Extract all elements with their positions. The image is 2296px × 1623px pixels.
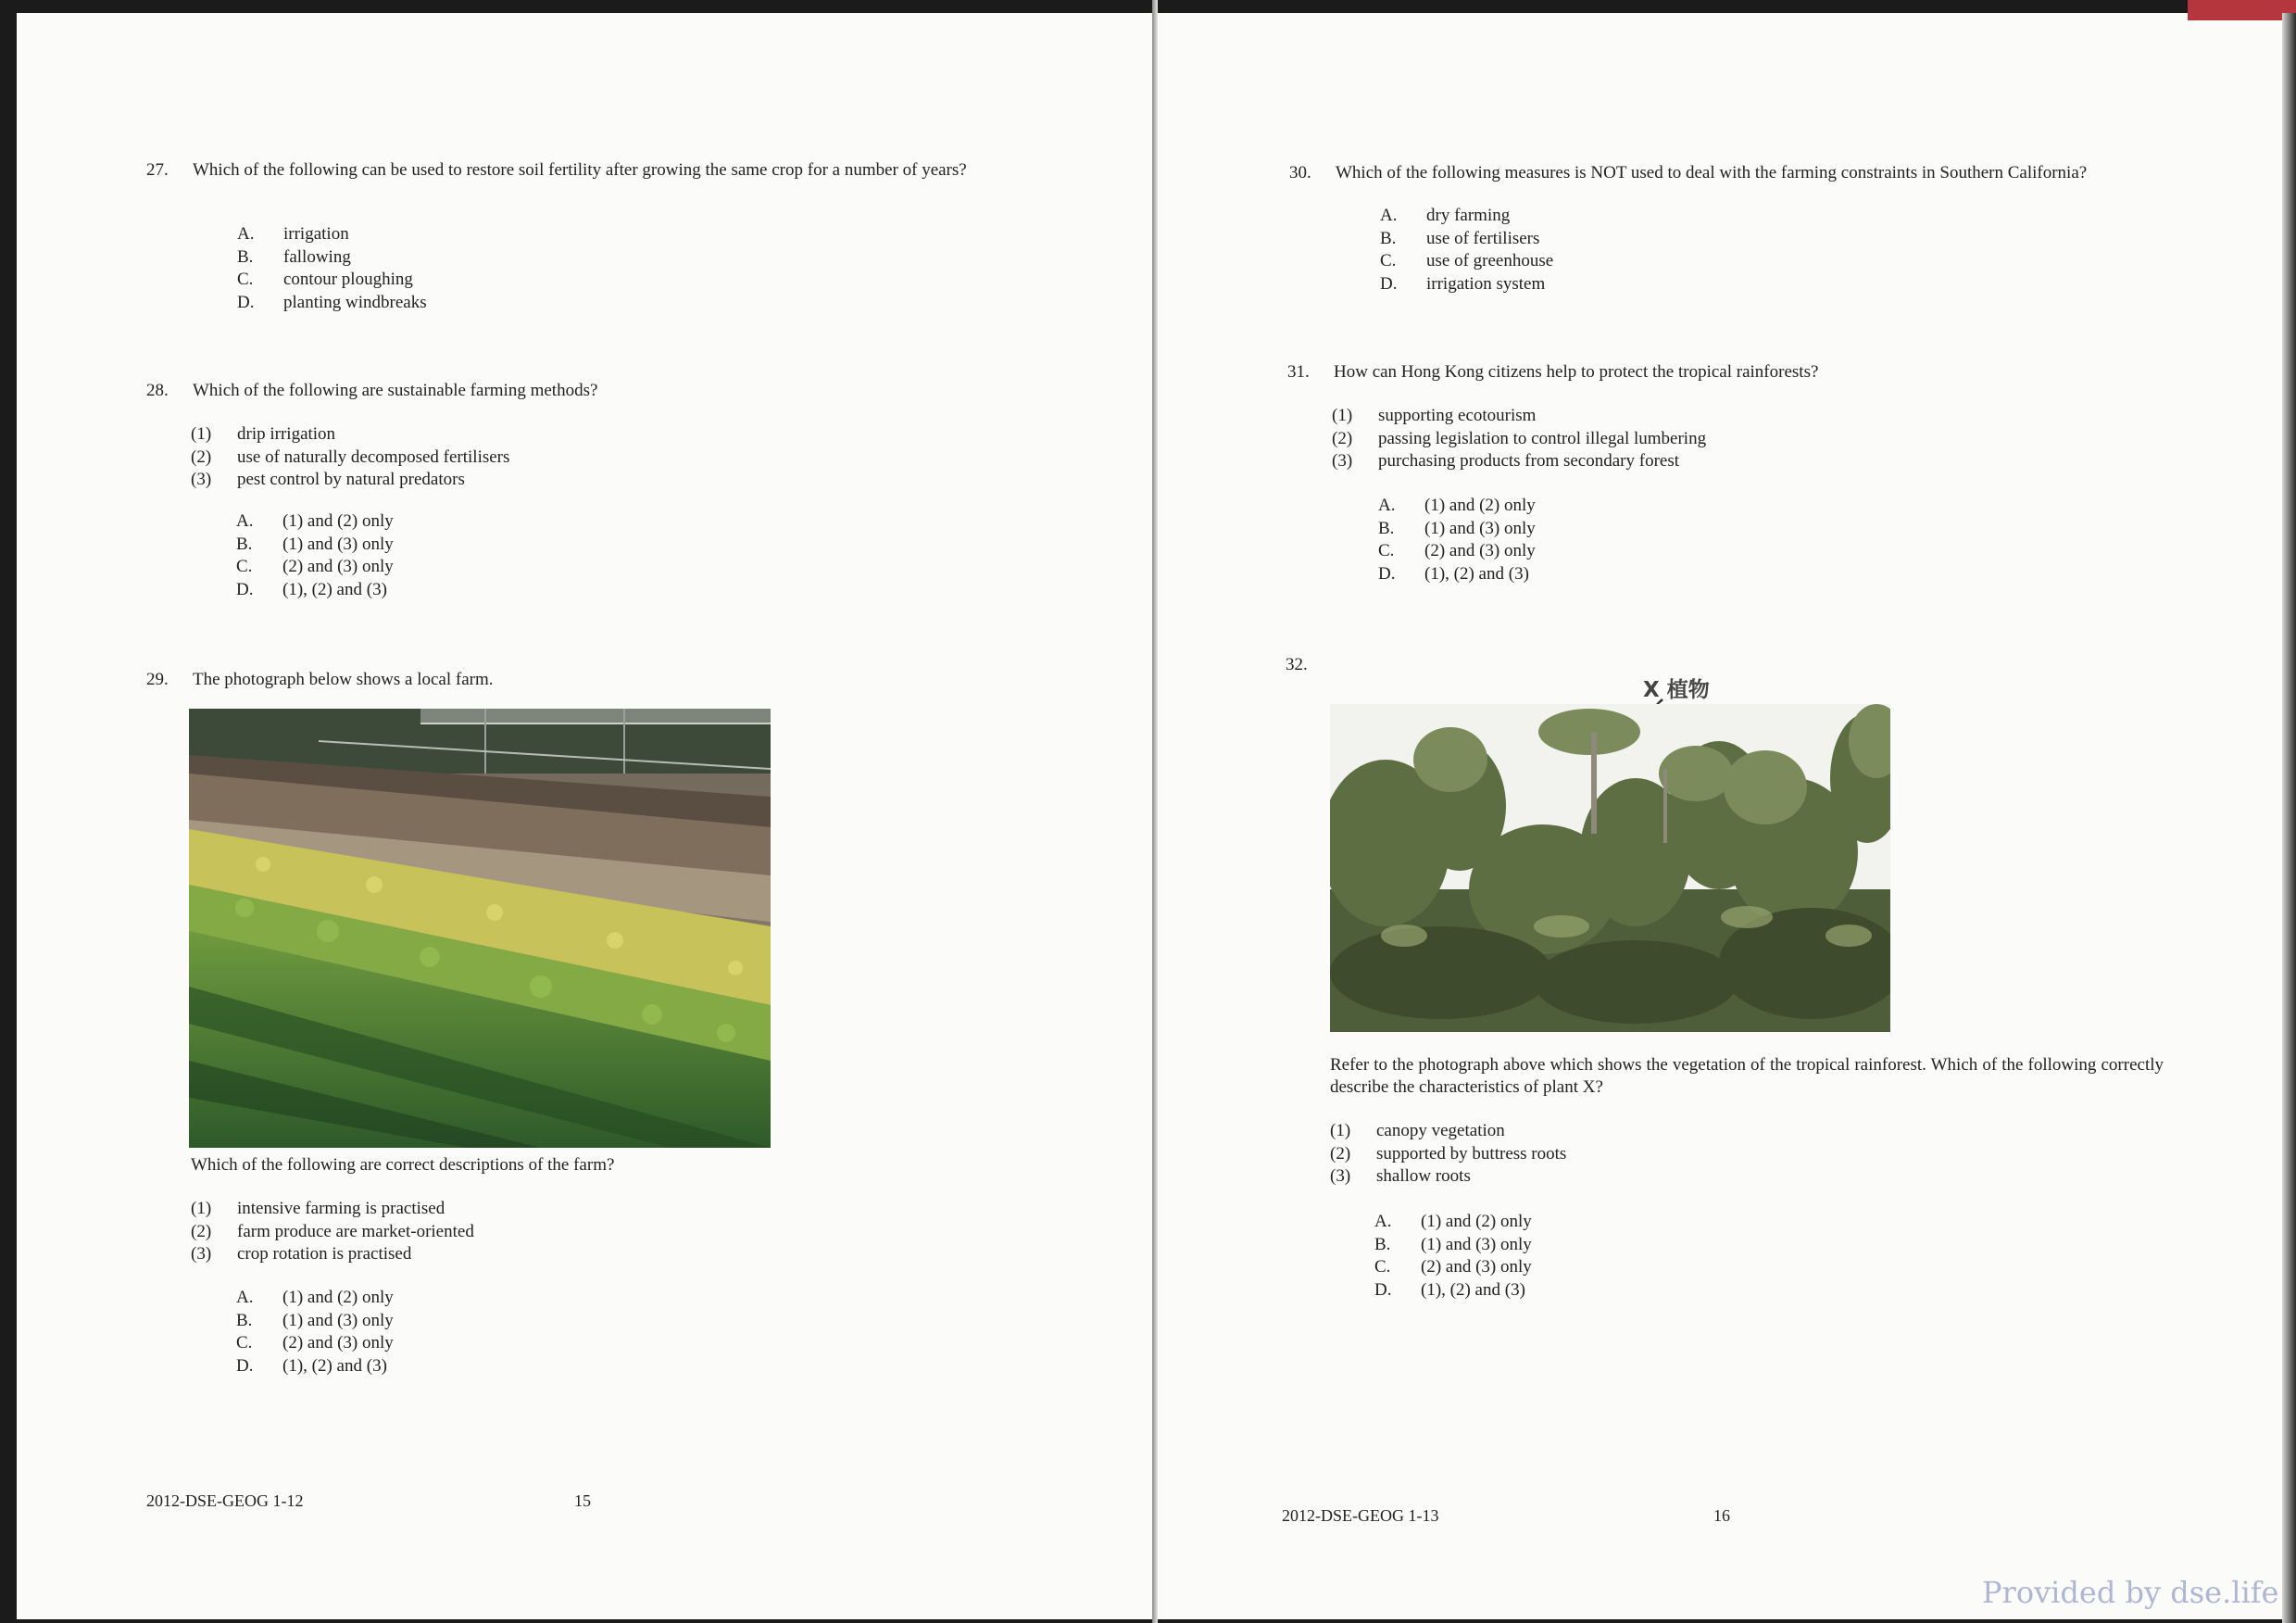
options-list bbox=[236, 1288, 607, 1378]
footer-code: 2012-DSE-GEOG 1-13 bbox=[1282, 1506, 1439, 1525]
option-a[interactable]: A. dry farming bbox=[1380, 206, 1511, 225]
statement-1: (1) intensive farming is practised bbox=[191, 1199, 445, 1218]
statements-list bbox=[191, 1199, 654, 1267]
statements-list bbox=[191, 424, 654, 493]
options-list bbox=[1378, 496, 1749, 586]
statements-list bbox=[1332, 406, 1795, 474]
statement-2: (2) farm produce are market-oriented bbox=[191, 1221, 474, 1241]
option-c[interactable]: C. (2) and (3) only bbox=[236, 1333, 394, 1352]
question-text: Refer to the photograph above which shows the vegetation of the tropical rainforest. Which of the following correctly describe the characteristics of plant X? bbox=[1330, 1055, 2164, 1097]
page-number: 15 bbox=[574, 1491, 591, 1510]
statement-2: (2) use of naturally decomposed fertilisers bbox=[191, 447, 510, 467]
option-d[interactable]: D. (1), (2) and (3) bbox=[236, 579, 387, 599]
option-a[interactable]: A. (1) and (2) only bbox=[236, 511, 394, 531]
options-list bbox=[236, 511, 607, 602]
option-c[interactable]: C. use of greenhouse bbox=[1380, 251, 1554, 270]
question-number: 32. bbox=[1286, 655, 1308, 674]
option-b[interactable]: B. (1) and (3) only bbox=[236, 1310, 394, 1330]
question-32-number bbox=[1286, 654, 1308, 676]
option-b[interactable]: B. (1) and (3) only bbox=[236, 534, 394, 554]
question-number: 28. bbox=[146, 381, 169, 400]
question-text: Which of the following are correct descriptions of the farm? bbox=[191, 1155, 615, 1175]
statement-2: (2) supported by buttress roots bbox=[1330, 1143, 1567, 1164]
statement-1: (1) supporting ecotourism bbox=[1332, 406, 1537, 425]
option-d[interactable]: D. irrigation system bbox=[1380, 273, 1546, 294]
question-number: 31. bbox=[1287, 362, 1310, 382]
question-text: How can Hong Kong citizens help to protect the tropical rainforests? bbox=[1334, 362, 1819, 382]
farm-photograph bbox=[189, 709, 771, 1148]
statement-3: (3) shallow roots bbox=[1330, 1166, 1471, 1186]
statement-2: (2) passing legislation to control illegal lumbering bbox=[1332, 428, 1707, 448]
page-number: 16 bbox=[1713, 1506, 1730, 1525]
question-text: The photograph below shows a local farm. bbox=[193, 670, 494, 689]
statement-1: (1) canopy vegetation bbox=[1330, 1121, 1505, 1140]
page-edge-shadow bbox=[2282, 13, 2296, 1623]
option-c[interactable]: C. (2) and (3) only bbox=[1374, 1257, 1532, 1277]
option-d[interactable]: D. (1), (2) and (3) bbox=[1374, 1279, 1525, 1300]
statement-1: (1) drip irrigation bbox=[191, 424, 336, 444]
watermark: Provided by dse.life bbox=[1982, 1575, 2279, 1610]
question-32 bbox=[1330, 1054, 2164, 1099]
option-d[interactable]: D. (1), (2) and (3) bbox=[1378, 563, 1529, 584]
option-d[interactable]: D. (1), (2) and (3) bbox=[236, 1355, 387, 1376]
option-b[interactable]: B. use of fertilisers bbox=[1380, 228, 1540, 248]
option-a[interactable]: A. (1) and (2) only bbox=[1374, 1212, 1532, 1231]
option-b[interactable]: B. fallowing bbox=[237, 246, 351, 267]
question-29-followup bbox=[191, 1154, 1024, 1176]
options-list bbox=[1380, 206, 1750, 296]
book-gutter bbox=[1152, 0, 1158, 1623]
option-c[interactable]: C. contour ploughing bbox=[237, 270, 413, 289]
option-c[interactable]: C. (2) and (3) only bbox=[1378, 541, 1536, 560]
statement-3: (3) purchasing products from secondary forest bbox=[1332, 451, 1680, 471]
question-number: 27. bbox=[146, 160, 169, 180]
options-list bbox=[1374, 1212, 1745, 1302]
question-text: Which of the following are sustainable farming methods? bbox=[193, 381, 598, 400]
question-text: Which of the following can be used to restore soil fertility after growing the same crop for a number of years? bbox=[193, 160, 967, 180]
option-b[interactable]: B. (1) and (3) only bbox=[1378, 518, 1536, 538]
statements-list bbox=[1330, 1121, 1793, 1189]
question-text: Which of the following measures is NOT used to deal with the farming constraints in Southern California? bbox=[1336, 163, 2088, 182]
option-a[interactable]: A. (1) and (2) only bbox=[1378, 496, 1536, 515]
option-d[interactable]: D. planting windbreaks bbox=[237, 292, 427, 312]
question-number: 30. bbox=[1289, 163, 1311, 182]
rainforest-photograph bbox=[1330, 704, 1890, 1032]
book-spine-tab bbox=[2188, 0, 2296, 20]
option-c[interactable]: C. (2) and (3) only bbox=[236, 557, 394, 576]
photo-label: X 植物 bbox=[1643, 678, 1710, 702]
option-a[interactable]: A. (1) and (2) only bbox=[236, 1288, 394, 1307]
statement-3: (3) pest control by natural predators bbox=[191, 470, 465, 489]
option-a[interactable]: A. irrigation bbox=[237, 224, 349, 244]
statement-3: (3) crop rotation is practised bbox=[191, 1244, 412, 1264]
question-number: 29. bbox=[146, 670, 169, 689]
option-b[interactable]: B. (1) and (3) only bbox=[1374, 1234, 1532, 1254]
footer-code: 2012-DSE-GEOG 1-12 bbox=[146, 1491, 304, 1510]
options-list bbox=[237, 224, 608, 315]
